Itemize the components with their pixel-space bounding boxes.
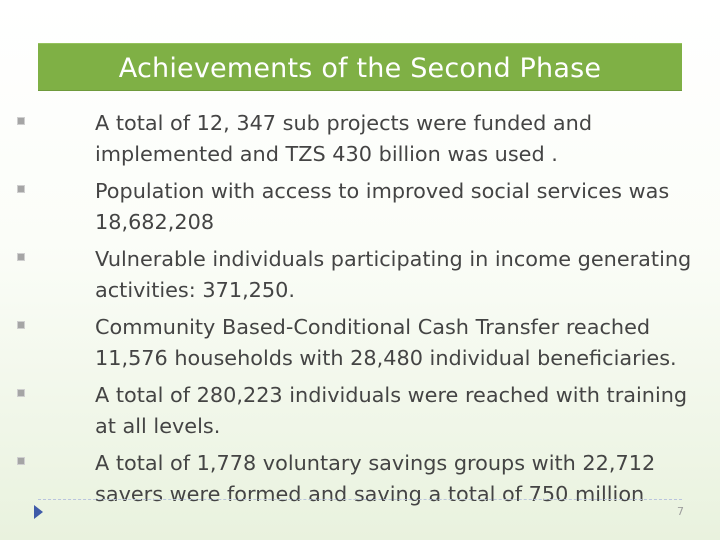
slide-title-bar	[38, 43, 682, 91]
achievement-list	[0, 108, 720, 516]
bullet-text: Community Based-Conditional Cash Transfer reached 11,576 households with 28,480 individual beneficiaries.	[95, 315, 677, 370]
list-item	[95, 176, 695, 238]
bullet-text: Vulnerable individuals participating in income generating activities: 371,250.	[95, 247, 692, 302]
blue-arrow-icon	[34, 505, 43, 519]
square-bullet-icon	[17, 117, 25, 125]
list-item	[95, 312, 695, 374]
slide-title: Achievements of the Second Phase	[118, 52, 602, 84]
square-bullet-icon	[17, 389, 25, 397]
square-bullet-icon	[17, 457, 25, 465]
square-bullet-icon	[17, 185, 25, 193]
square-bullet-icon	[17, 253, 25, 261]
footer-divider	[38, 499, 682, 500]
list-item	[95, 244, 695, 306]
square-bullet-icon	[17, 321, 25, 329]
bullet-text: A total of 12, 347 sub projects were funded and implemented and TZS 430 billion was used .	[95, 111, 593, 166]
bullet-text: A total of 1,778 voluntary savings groups with 22,712 savers were formed and saving a total of 750 million	[95, 451, 656, 506]
list-item	[95, 380, 695, 442]
page-number: 7	[677, 505, 684, 518]
bullet-text: A total of 280,223 individuals were reached with training at all levels.	[95, 383, 688, 438]
bullet-text: Population with access to improved social services was 18,682,208	[95, 179, 670, 234]
list-item	[95, 108, 695, 170]
list-item	[95, 448, 695, 510]
